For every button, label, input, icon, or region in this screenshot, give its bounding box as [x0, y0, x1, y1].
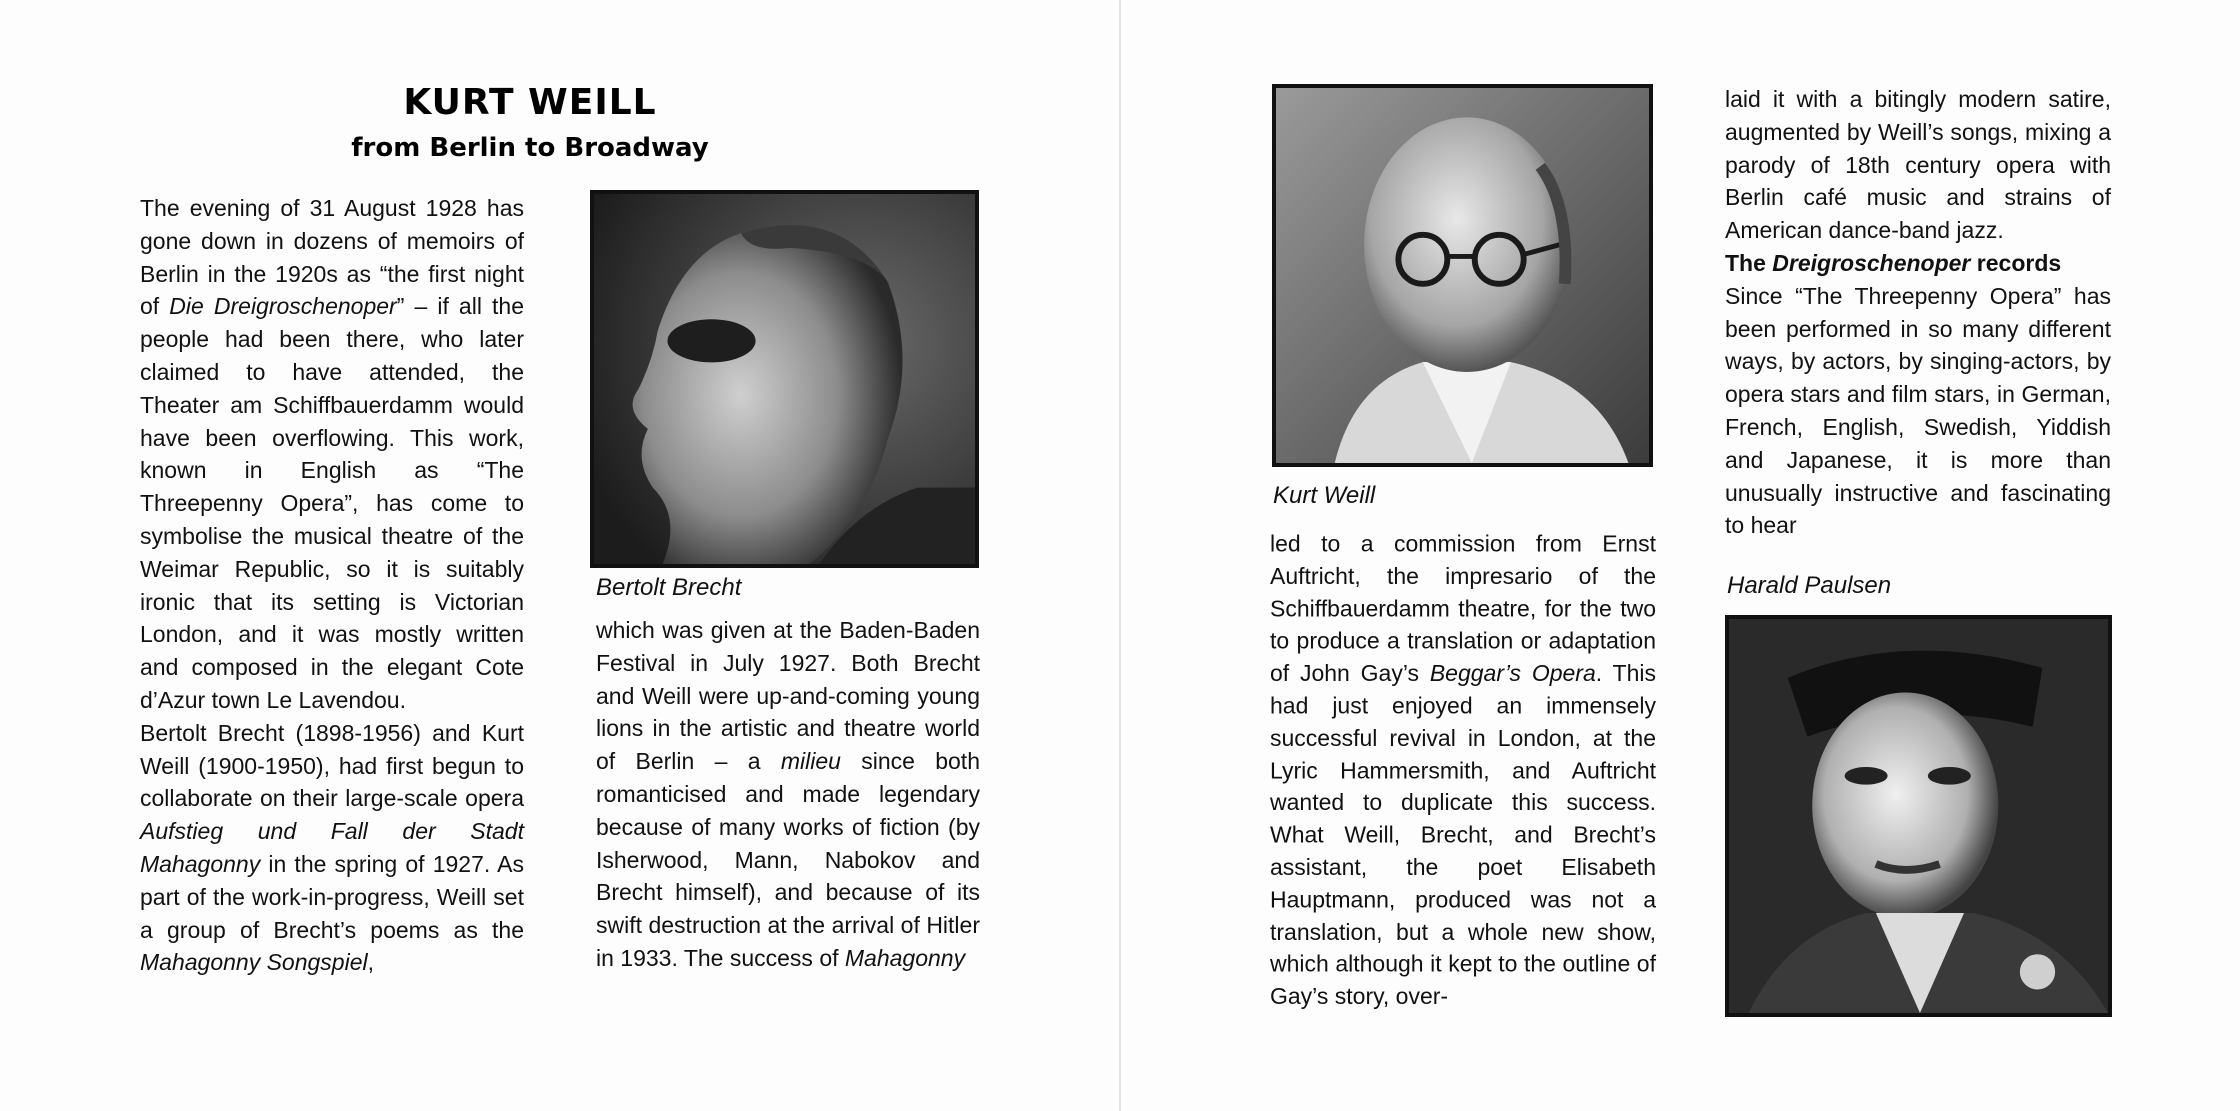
text-run: . This had just enjoyed an immensely successful revival in London, at the Lyric Hammersmith, and Auftricht wanted to duplicate this success. What Weill, Brecht, and Brecht’s assistant, the poet Elisabeth Hauptmann, produced was not a translation, but a whole new show, which although it kept to the outline of Gay’s story, over-: [1270, 660, 1656, 1010]
work-title: Mahagonny: [844, 944, 966, 971]
weill-portrait-image: [1276, 88, 1649, 463]
text-run: The evening of 31 August 1928 has gone down in dozens of memoirs of Berlin in the 1920s as “the first night of: [140, 195, 524, 320]
paragraph-records: Since “The Threepenny Opera” has been performed in so many different ways, by actors, by singing-actors, by opera stars and film stars, in German, French, English, Swedish, Yiddish and Japanese, it is more than unusually instructive and fascinating to hear: [1725, 282, 2111, 539]
caption-weill: Kurt Weill: [1273, 482, 1376, 509]
text-column-2: [596, 614, 980, 975]
text-run: which was given at the Baden-Baden Festival in July 1927. Both Brecht and Weill were up-and-coming young lions in the artistic and theatre world of Berlin – a: [596, 617, 980, 775]
page-subtitle: from Berlin to Broadway: [351, 133, 709, 163]
work-title: Dreigroschenoper: [1772, 249, 1971, 276]
text-run: The: [1725, 249, 1773, 276]
text-column-4: [1725, 83, 2111, 542]
text-run: ” – if all the people had been there, who later claimed to have attended, the Theater am Schiffbauerdamm would have been overflowing. This work, known in English as “The Threepenny Opera”, has come to symbolise the musical theatre of the Weimar Republic, so it is suitably ironic that its setting is Victorian London, and it was mostly written and composed in the elegant Cote d’Azur town Le Lavendou.: [140, 293, 524, 713]
paragraph-satire: laid it with a bitingly modern satire, augmented by Weill’s songs, mixing a parody of 18th century opera with Berlin café music and strains of American dance-band jazz.: [1725, 86, 2111, 244]
paulsen-portrait-image: [1729, 619, 2108, 1013]
right-page: [1121, 0, 2240, 1111]
caption-paulsen: Harald Paulsen: [1727, 572, 1892, 599]
photo-harald-paulsen: [1725, 615, 2112, 1017]
text-column-3: [1270, 528, 1656, 1013]
text-column-1: [140, 192, 524, 979]
text-run: records: [1970, 249, 2062, 276]
text-run: Bertolt Brecht (1898-1956) and Kurt Weill (1900-1950), had first begun to collaborate on their large-scale opera: [140, 719, 524, 812]
emphasis-word: milieu: [780, 748, 841, 775]
left-page: [0, 0, 1119, 1111]
paragraph-mahagonny: [596, 614, 980, 975]
work-title: Beggar’s Opera: [1429, 660, 1596, 686]
paragraph-commission: [1270, 528, 1656, 1013]
caption-brecht: Bertolt Brecht: [596, 574, 742, 601]
photo-bertolt-brecht: [590, 190, 979, 568]
paragraph-intro: [140, 192, 524, 717]
section-heading-records: [1725, 247, 2111, 280]
text-run: in the spring of 1927. As part of the work-in-progress, Weill set a group of Brecht’s poems as the: [140, 850, 524, 943]
brecht-portrait-image: [594, 194, 975, 564]
paragraph-collaboration: [140, 717, 524, 979]
work-title: Aufstieg und Fall der Stadt Mahagonny: [140, 818, 524, 877]
text-run: ,: [367, 949, 374, 976]
text-run: since both romanticised and made legendary because of many works of fiction (by Isherwood, Mann, Nabokov and Brecht himself), and because of its swift destruction at the arrival of Hitler in 1933. The success of: [596, 748, 980, 971]
work-title: Mahagonny Songspiel: [140, 949, 368, 976]
page-title: KURT WEILL: [403, 82, 657, 123]
work-title: Die Dreigroschenoper: [169, 293, 397, 320]
photo-kurt-weill: [1272, 84, 1653, 467]
text-run: led to a commission from Ernst Auftricht, the impresario of the Schiffbauerdamm theatre, for the two to produce a translation or adaptation of John Gay’s: [1270, 530, 1656, 686]
